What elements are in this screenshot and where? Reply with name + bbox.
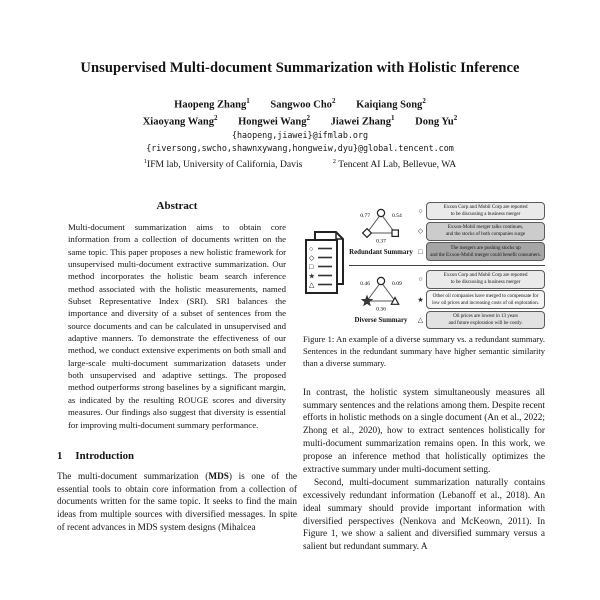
svg-text:□: □ (309, 263, 314, 271)
email-line-2: {riversong,swcho,shawnxywang,hongweiw,dyu}@global.tencent.com (146, 142, 454, 153)
similarity-triangle-svg (350, 206, 412, 244)
svg-text:0.09: 0.09 (392, 281, 402, 288)
bold-term-mds: MDS (208, 471, 229, 482)
svg-text:0.37: 0.37 (376, 238, 386, 244)
body-paragraph-1: In contrast, the holistic system simultaneously measures all summary sentences and the relations among them. Despite recent efforts in holistic methods on a single document (An et al., 2022; Zhong et al., 2020), how to extract sentences holistically for multi-document summarization remains open. In this work, we propose an inference method that holistically optimizes the extractive summary under multi-document setting. (303, 387, 545, 475)
sentence-row (415, 222, 545, 241)
left-column (57, 198, 297, 535)
circle-node (377, 278, 384, 285)
circle-marker-icon: ○ (418, 206, 423, 215)
abstract-text: Multi-document summarization aims to obtain core information from a collection of documents written on the same topic. This paper proposes a new holistic framework for unsupervised multi-document extractive summarization. Our method incorporates the holistic beam search inference method associated with the holistic measurements, named Subset Representative Index (SRI). SRI balances the importance and diversity of a subset of sentences from the source documents and can be calculated in unsupervised and adaptive manners. To demonstrate the effectiveness of our method, we conduct extensive experiments on both small and large-scale multi-document summarization datasets under both unsupervised and adaptive settings. The proposed method outperforms strong baselines by a significant margin, as indicated by the resulting ROUGE scores and diversity measures. Our findings also suggest that diversity is essential for improving multi-document summary performance. (68, 222, 286, 430)
author: Hongwei Wang$^2$ (238, 114, 311, 128)
star-node (362, 296, 373, 306)
figure-1-diagram (303, 200, 545, 328)
svg-text:0.54: 0.54 (392, 212, 402, 219)
sentence-box: Exxon Corp and Mobil Corp are reported to be discussing a business merger (426, 270, 545, 289)
author: Xiaoyang Wang$^2$ (142, 114, 218, 128)
diverse-sentence-list (413, 268, 545, 330)
svg-text:◇: ◇ (309, 254, 315, 262)
body-paragraph-2: Second, multi-document summarization naturally contains excessively redundant information (Lebanoff et al., 2018). An ideal summary should provide important information with diversified perspectives (Nenkova and McKeown, 2011). In Figure 1, we show a salient and diversified summary versus a salient but redundant summary. A (303, 478, 545, 553)
author: Kaiqiang Song$^2$ (356, 97, 426, 111)
diamond-node (363, 228, 372, 237)
sentence-box: Oil prices are lowest in 13 years and future exploration will be costly. (426, 311, 545, 330)
square-marker-icon: □ (418, 247, 423, 256)
document-stack-svg (303, 230, 349, 296)
author: Jiawei Zhang$^1$ (330, 114, 395, 128)
svg-text:0.36: 0.36 (376, 306, 386, 313)
redundant-summary-group (349, 200, 545, 262)
author: Sangwoo Cho$^2$ (270, 97, 336, 111)
author-block (0, 95, 600, 171)
abstract-heading: Abstract (156, 200, 198, 212)
affiliation: $^1$IFM lab, University of California, Davis (143, 158, 303, 171)
author-row-2 (0, 112, 600, 129)
multi-document-stack-icon (303, 230, 349, 296)
figure-divider (349, 265, 545, 266)
diamond-marker-icon: ◇ (417, 227, 424, 236)
affiliation: $^2$ Tencent AI Lab, Bellevue, WA (332, 158, 457, 171)
introduction-paragraph: The multi-document summarization (MDS) is one of the essential tools to obtain core information from a collection of documents written for the same topic. It seeks to find the main ideas from multiple sources with diversified messages. In spite of recent advances in MDS system designs (Mihalcea (57, 471, 297, 534)
affiliation-line (0, 155, 600, 171)
author-row-1 (0, 95, 600, 112)
right-column (303, 198, 545, 554)
svg-text:0.77: 0.77 (360, 212, 370, 219)
redundant-similarity-graph (349, 206, 413, 257)
square-node (392, 230, 398, 236)
star-marker-icon: ★ (417, 295, 424, 304)
paper-title: Unsupervised Multi-document Summarization with Holistic Inference (80, 60, 520, 76)
svg-text:★: ★ (308, 271, 316, 281)
email-line-1: {haopeng,jiawei}@ifmlab.org (231, 130, 369, 140)
similarity-triangle-svg (350, 274, 412, 312)
circle-node (377, 209, 384, 216)
figure-1-caption: Figure 1: An example of a diverse summary vs. a redundant summary. Sentences in the redundant summary have higher semantic similarity than a diverse summary. (303, 334, 545, 368)
svg-text:△: △ (309, 281, 315, 289)
redundant-summary-label: Redundant Summary (349, 248, 413, 256)
sentence-box: Other oil companies have merged to compensate for low oil prices and increasing costs of oil exploration. (426, 290, 545, 309)
author: Haopeng Zhang$^1$ (174, 97, 250, 111)
svg-text:0.46: 0.46 (360, 281, 370, 288)
sentence-box: The mergers are pushing stocks up and the Exxon-Mobil merger could benefit consumers. (426, 242, 545, 261)
circle-marker-icon: ○ (418, 275, 423, 284)
diverse-summary-group (349, 268, 545, 330)
figure-1 (303, 200, 545, 370)
sentence-row (415, 290, 545, 309)
sentence-row (415, 242, 545, 261)
sentence-box: Exxon-Mobil merger talks continues, and the stocks of both companies surge (426, 222, 545, 241)
sentence-row (415, 270, 545, 289)
diverse-similarity-graph (349, 274, 413, 325)
section-heading-introduction: 1 Introduction (57, 449, 135, 462)
sentence-box: Exxon Corp and Mobil Corp are reported to be discussing a business merger (426, 202, 545, 221)
sentence-row (415, 202, 545, 221)
diverse-summary-label: Diverse Summary (354, 317, 408, 325)
svg-text:○: ○ (309, 245, 314, 253)
triangle-marker-icon: △ (417, 315, 424, 324)
sentence-row (415, 311, 545, 330)
figure-groups (349, 200, 545, 331)
author: Dong Yu$^2$ (415, 114, 458, 128)
redundant-sentence-list (413, 200, 545, 262)
